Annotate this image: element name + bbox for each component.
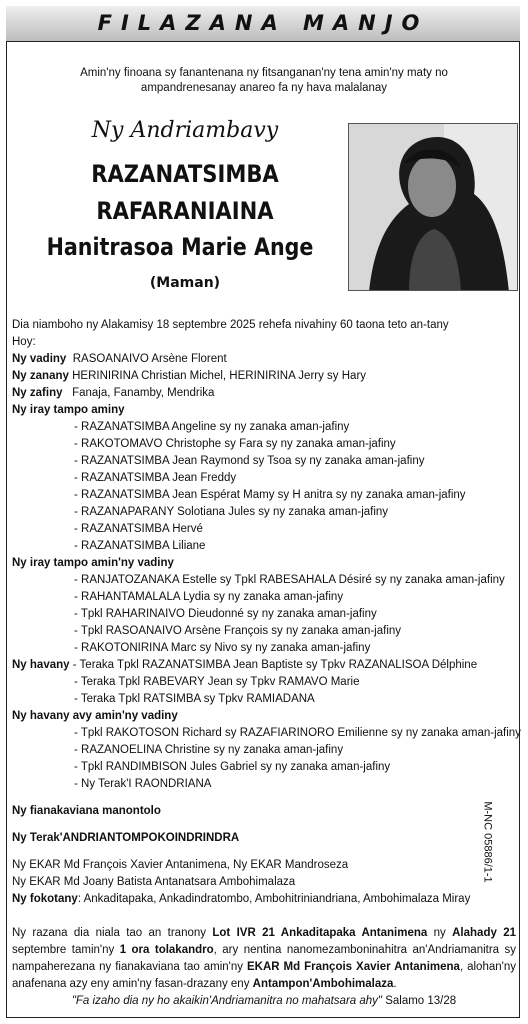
title-prefix: Ny Andriambavy [91,118,279,143]
list-item: - Teraka Tpkl RABEVARY Jean sy Tpkv RAMAVO Marie [74,676,360,688]
neighborhood-names: : Ankaditapaka, Ankadindratombo, Ambohitriniandriana, Ambohimalaza Miray [77,893,471,905]
church-name: EKAR Md François Xavier Antanimena [246,961,460,973]
list-item: - Tpkl RASOANAIVO Arsène François sy ny zanaka aman-jafiny [74,625,402,637]
list-item: - RANJATOZANAKA Estelle sy Tpkl RABESAHALA Désiré sy ny zanaka aman-jafiny [74,574,505,586]
church-line-2: Ny EKAR Md Joany Batista Antanatsara Ambohimalaza [12,876,296,888]
list-item: - RAKOTONIRINA Marc sy Nivo sy ny zanaka aman-jafiny [74,642,371,654]
list-item: - RAZANATSIMBA Jean Raymond sy Tsoa sy ny zanaka aman-jafiny [74,455,425,467]
reference-code: M-NC 05886/1-1 [481,801,494,883]
whole-family-line: Ny fianakaviana manontolo [12,805,161,817]
deceased-name-line3: Hanitrasoa Marie Ange [46,233,314,261]
list-item: - RAZANATSIMBA Liliane [74,540,206,552]
spouse-siblings-list [12,572,512,657]
siblings-heading: Ny iray tampo aminy [12,404,125,416]
list-item: - Tpkl RAHARINAIVO Dieudonné sy ny zanaka aman-jafiny [74,608,377,620]
spouse-siblings-heading: Ny iray tampo amin'ny vadiny [12,557,174,569]
list-item: - RAZANATSIMBA Hervé [74,523,203,535]
list-item: - RAZANOELINA Christine sy ny zanaka aman-jafiny [74,744,344,756]
neighborhood-line [12,891,512,908]
verse-text: "Fa izaho dia ny ho akaikin'Andriamanitra no mahatsara ahy" [71,995,382,1007]
verse-reference: Salamo 13/28 [382,995,457,1007]
spouse-relatives-heading: Ny havany avy amin'ny vadiny [12,710,178,722]
list-item: - RAKOTOMAVO Christophe sy Fara sy ny zanaka aman-jafiny [74,438,396,450]
closing-paragraph: Ny razana dia niala tao an tranony Lot IVR 21 Ankaditapaka Antanimena ny Alahady 21 septembre tamin'ny 1 ora tolakandro, ary nentina nanomezamboninahitra an'Andriamanitra sy nampaherezana ny fianakaviana tao amin'ny EKAR Md François Xavier Antanimena, alohan'ny anafenana azy eny amin'ny fasan-drazany eny Antampon'Ambohimalaza. "Fa izaho dia ny ho akaikin'Andriamanitra no mahatsara ahy" Salamo 13/28 [12,925,516,1010]
list-item: - RAZANATSIMBA Jean Espérat Mamy sy H anitra sy ny zanaka aman-jafiny [74,489,466,501]
list-item: - RAHANTAMALALA Lydia sy ny zanaka aman-jafiny [74,591,344,603]
church-line-1: Ny EKAR Md François Xavier Antanimena, Ny EKAR Mandroseza [12,859,349,871]
funeral-time: 1 ora tolakandro [119,944,214,956]
portrait-photo [348,123,518,291]
deceased-name-line2: RAFARANIAINA [96,197,274,225]
list-item: - Tpkl RANDIMBISON Jules Gabriel sy ny zanaka aman-jafiny [74,761,391,773]
relatives-first: - Teraka Tpkl RAZANATSIMBA Jean Baptiste sy Tpkv RAZANALISOA Délphine [72,659,478,671]
header-bar [6,6,520,42]
relatives-label: Ny havany [12,659,70,671]
header-title: FILAZANA MANJO [97,11,429,35]
funeral-day: Alahady 21 [452,927,516,939]
burial-place: Antampon'Ambohimalaza [252,978,394,990]
bible-verse [12,993,516,1010]
death-notice: Dia niamboho ny Alakamisy 18 septembre 2025 rehefa nivahiny 60 taona teto an-tany [12,319,449,331]
deceased-nickname: (Maman) [149,275,221,291]
grandchildren-label: Ny zafiny [12,387,63,399]
neighborhood-label: Ny fokotany [12,893,78,905]
home-address: Lot IVR 21 Ankaditapaka Antanimena [212,927,428,939]
spouse-label: Ny vadiny [12,353,67,365]
deceased-name-line1: RAZANATSIMBA [91,160,279,188]
siblings-list [12,419,512,555]
relatives-line [12,657,512,674]
spouse-relatives-list [12,725,521,793]
intro-text: Amin'ny finoana sy fanantenana ny fitsanganan'ny tena amin'ny maty no ampandrenesanay anareo fa ny hava malalanay [80,67,448,94]
list-item: - Teraka Tpkl RATSIMBA sy Tpkv RAMIADANA [74,693,315,705]
list-item: - Ny Terak'I RAONDRIANA [74,778,212,790]
relatives-list [12,674,512,708]
descendants-line: Ny Terak'ANDRIANTOMPOKOINDRINDRA [12,832,240,844]
list-item: - RAZANATSIMBA Jean Freddy [74,472,237,484]
notice-body [12,317,521,908]
hoy-label: Hoy: [12,336,36,348]
list-item: - RAZANATSIMBA Angeline sy ny zanaka aman-jafiny [74,421,350,433]
children-line [12,368,512,385]
list-item: - Tpkl RAKOTOSON Richard sy RAZAFIARINORO Emilienne sy ny zanaka aman-jafiny [74,727,521,739]
spouse-name: RASOANAIVO Arsène Florent [72,353,227,365]
spouse-line [12,351,512,368]
grandchildren-line [12,385,512,402]
children-names: HERINIRINA Christian Michel, HERINIRINA Jerry sy Hary [72,370,367,382]
list-item: - RAZANAPARANY Solotiana Jules sy ny zanaka aman-jafiny [74,506,389,518]
children-label: Ny zanany [12,370,69,382]
grandchildren-names: Fanaja, Fanamby, Mendrika [72,387,215,399]
